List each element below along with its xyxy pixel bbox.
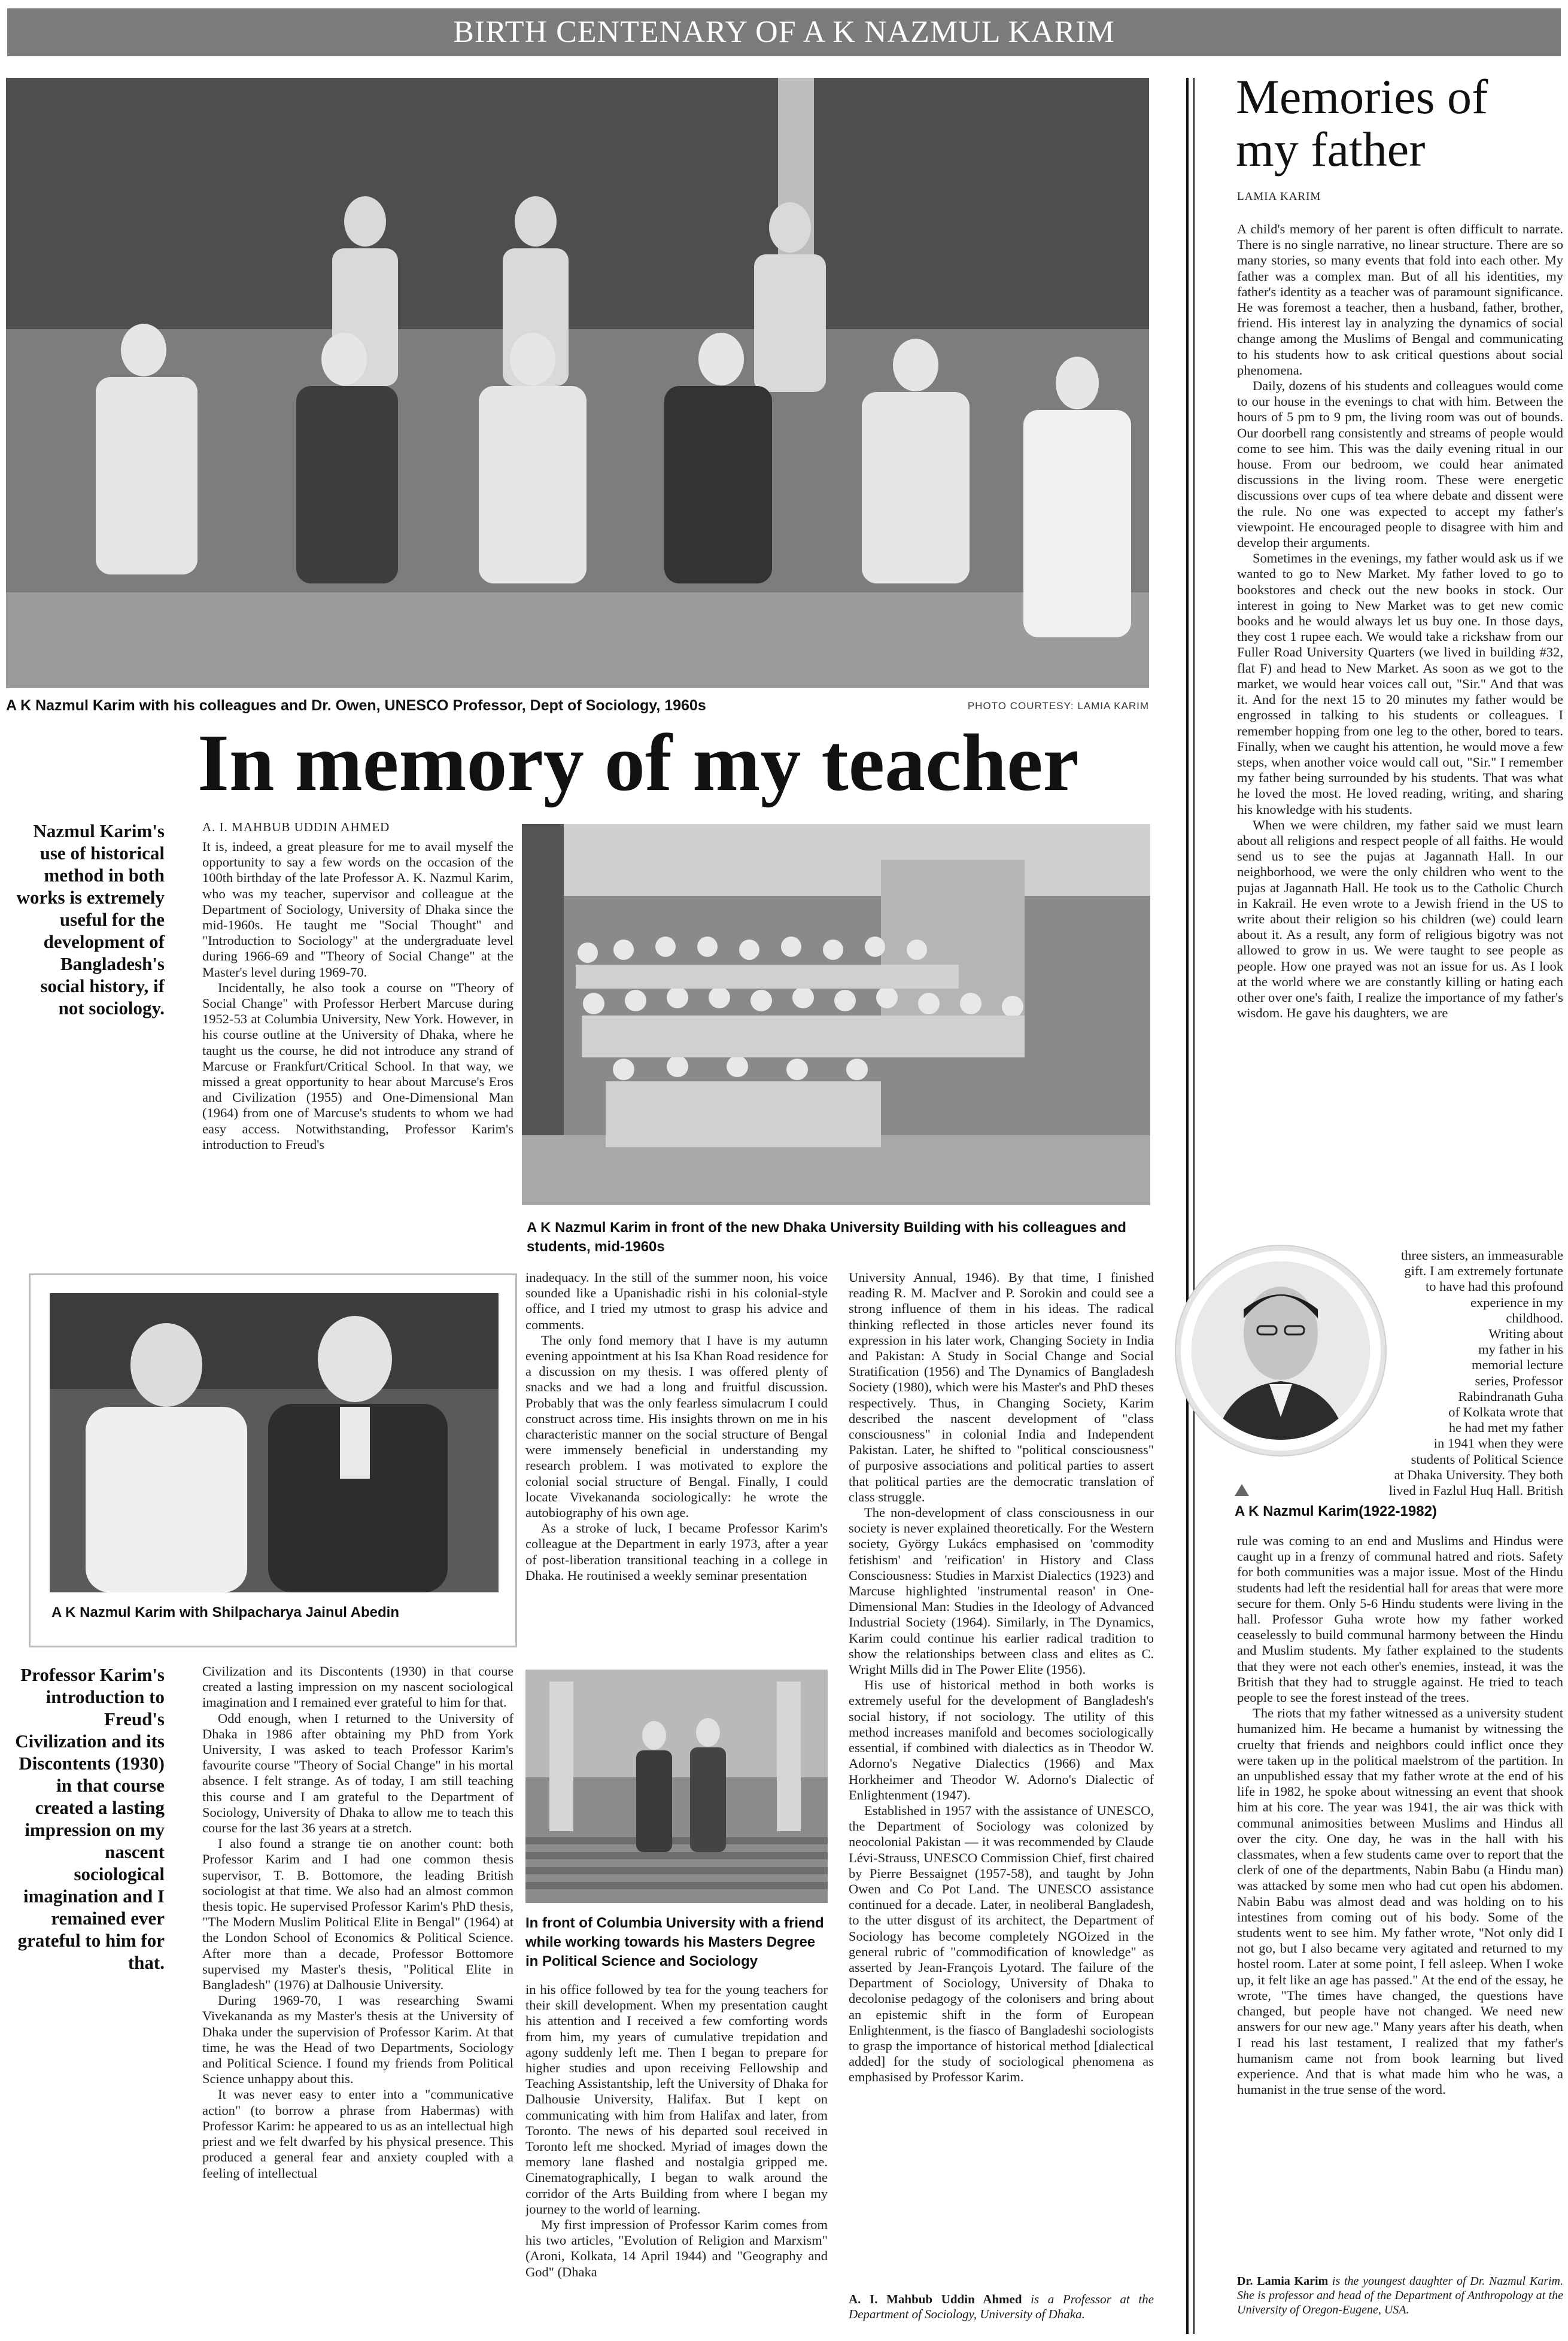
article1-col2b-para-2: My first impression of Professor Karim comes from his two articles, "Evolution of Religion and Marxism" (Aroni, Kolkata, 14 April 1944) and "Geography and God" (Dhaka	[525, 2217, 828, 2279]
article2-col-bottom	[1237, 1533, 1563, 2269]
wrap-line-1: three sisters, an immeasurable	[1400, 1248, 1563, 1263]
article2-signoff-desc: is the youngest daughter of Dr. Nazmul Karim. She is professor and head of the Department of Anthropology at the University of Oregon-Eugene, USA.	[1237, 2275, 1563, 2316]
article1-col1-para-2: Incidentally, he also took a course on "Theory of Social Change" with Professor Herbert Marcuse during 1952-53 at Columbia University, New York. However, in his course outline at the University of Dhaka, where he taught us the course, he did not introduce any strand of Marcuse or Frankfurt/Critical School. In that way, we missed a great opportunity to hear about Marcuse's Eros and Civilization (1955) and One-Dimensional Man (1964) from one of Marcuse's students to whom we had easy access. Notwithstanding, Professor Karim's introduction to Freud's	[202, 980, 513, 1152]
dhaka-building-photo-art	[522, 824, 1150, 1205]
article1-col2-bottom	[525, 1982, 828, 2329]
article1-signoff	[849, 2292, 1154, 2322]
section-banner: BIRTH CENTENARY OF A K NAZMUL KARIM	[7, 8, 1561, 56]
wrap-line-11: of Kolkata wrote that	[1448, 1404, 1563, 1420]
article1-col2-para-3: As a stroke of luck, I became Professor Karim's colleague at the Department in early 1973, after a year of post-liberation transitional teaching in a college in Dhaka. He routinised a weekly seminar presentation	[525, 1521, 828, 1583]
columbia-caption: In front of Columbia University with a friend while working towards his Masters Degree in Political Science and Sociology	[525, 1915, 824, 1969]
article1-col3-para-3: His use of historical method in both works is extremely useful for the development of Bangladesh's social history, if not sociology. The utility of this method increases manifold and becomes sociologically essential, if combined with dialectics as in Theodor W. Adorno's Negative Dialectics (1966) and Max Horkheimer and Theodor W. Adorno's Dialectic of Enlightenment (1947).	[849, 1677, 1154, 1802]
article1-signoff-desc: is a Professor at the Department of Sociology, University of Dhaka.	[849, 2292, 1154, 2321]
abedin-photo-art	[50, 1293, 499, 1592]
article2-headline	[1236, 71, 1559, 176]
wrap-line-14: students of Political Science	[1411, 1451, 1563, 1467]
article1-col2-top	[525, 1270, 828, 1659]
article1-col1b-para-2: Odd enough, when I returned to the University of Dhaka in 1986 after obtaining my PhD from York University, I was asked to teach Professor Karim's favourite course "Theory of Social Change" in his mortal absence. I felt strange. As of today, I am still teaching this course and I am grateful to the Department of Sociology, University of Dhaka to allow me to teach this course for the last 36 years at a stretch.	[202, 1710, 513, 1836]
article1-col1b-para-4: During 1969-70, I was researching Swami Vivekananda as my Master's thesis at the University of Dhaka under the supervision of Professor Karim. At that time, he was the Head of two Departments, Sociology and Political Science. I found my friends from Political Science unhappy about this.	[202, 1993, 513, 2087]
wrap-line-12: he had met my father	[1448, 1420, 1563, 1436]
abedin-caption: A K Nazmul Karim with Shilpacharya Jainul Abedin	[51, 1604, 400, 1621]
columbia-photo-art	[525, 1670, 828, 1903]
portrait-caption: A K Nazmul Karim(1922-1982)	[1235, 1503, 1437, 1519]
article1-col3-para-1: University Annual, 1946). By that time, I finished reading R. M. MacIver and P. Sorokin and could see a strong influence of them in his ideas. The radical thinking reflected in those articles never found its expression in his later work, Changing Society in India and Pakistan: A Study in Social Change and Social Stratification (1956) and The Dynamics of Bangladesh Society (1980), which were his Master's and PhD theses respectively. Thus, in Changing Society, Karim described the nascent development of "class consciousness" in colonial India and Independent Pakistan. Later, he shifted to "political consciousness" of purposive associations and political parties to assert that political parties are the democratic translation of class struggle.	[849, 1270, 1154, 1504]
pull-quote-1: Nazmul Karim's use of historical method in both works is extremely useful for the development of Bangladesh's social history, if not sociology.	[16, 820, 165, 1019]
column-divider-right	[1193, 78, 1195, 2334]
wrap-line-16: lived in Fazlul Huq Hall. British	[1388, 1483, 1563, 1498]
article2-para-2: Daily, dozens of his students and colleagues would come to our house in the evenings to chat with him. Between the hours of 5 pm to 9 pm, the living room was out of bounds. Our doorbell rang consistently and streams of people would come to see him. This was the daily evening ritual in our house. From our bedroom, we could hear animated discussions in the living room. These were energetic discussions over cups of tea where debate and dissent were the rule. No one was expected to accept my father's viewpoint. He encouraged people to disagree with him and develop their arguments.	[1237, 378, 1563, 551]
pull-quote-2-text: Professor Karim's introduction to Freud's Civilization and its Discontents (1930) in that course created a lasting impression on my nascent sociological imagination and I remained ever grateful to him for that.	[15, 1664, 165, 1973]
caption-triangle-icon	[1235, 1484, 1249, 1496]
wrap-line-8: memorial lecture	[1471, 1357, 1563, 1373]
article1-col1-para-1: It is, indeed, a great pleasure for me to avail myself the opportunity to say a few words on the occasion of the 100th birthday of the late Professor A. K. Nazmul Karim, who was my teacher, supervisor and colleague at the Department of Sociology, University of Dhaka since the mid-1960s. He taught me "Social Thought" and "Introduction to Sociology" at the undergraduate level during 1966-69 and "Theory of Social Change" at the Master's level during 1969-70.	[202, 839, 513, 980]
abedin-photo-box	[29, 1273, 517, 1647]
article1-col1-top	[202, 839, 513, 1267]
article1-col2-para-1: inadequacy. In the still of the summer noon, his voice sounded like a Upanishadic rishi in his colonial-style office, and I tried my utmost to grasp his advice and comments.	[525, 1270, 828, 1332]
article2-headline-line2: my father	[1236, 122, 1426, 177]
article2-para-6: The riots that my father witnessed as a university student humanized him. He became a humanist by witnessing the cruelty that friends and neighbors could inflict once they were taken up in the political maelstrom of the partition. In an unpublished essay that my father wrote at the end of his life in 1982, he spoke about witnessing an event that shook him at his core. The year was 1941, the air was thick with communal animosities between Muslims and Hindus all over the city. One day, he was in the hall with his classmates, when a few students came over to report that the clerk of one of the departments, Nabin Babu (a Hindu man) was attacked by some men who had cut open his abdomen. Nabin Babu was almost dead and was holding on to his intestines from coming out of his body. Some of the students went to see him. My father wrote, "Not only did I not go, but I also became very agitated and returned to my hostel room. Later at some point, I fell asleep. When I woke up, it felt like an age has passed." At the end of the essay, he wrote, "The times have changed, the questions have changed, but people have not changed. We need new answers for our new age." Many years after his death, when I read his last testament, I realized that my father's humanism came not from book learning but lived experience. And that is what made him who he was, a humanist in the true sense of the word.	[1237, 1705, 1563, 2097]
karim-portrait	[1192, 1261, 1370, 1440]
top-photo-caption: A K Nazmul Karim with his colleagues and Dr. Owen, UNESCO Professor, Dept of Sociology, 1960s	[6, 697, 706, 714]
article1-byline: A. I. MAHBUB UDDIN AHMED	[202, 820, 390, 834]
column-divider-left	[1186, 78, 1189, 2334]
article1-col1b-para-3: I also found a strange tie on another count: both Professor Karim and I had one common thesis supervisor, T. B. Bottomore, the leading British sociologist at that time. We also had an almost common thesis topic. He supervised Professor Karim's PhD thesis, "The Modern Muslim Political Elite in Bengal" (1964) at the London School of Economics & Political Science. After more than a decade, Professor Bottomore supervised my Master's thesis, "Political Elite in Bangladesh" (1976) at Dalhousie University.	[202, 1836, 513, 1993]
article2-byline: LAMIA KARIM	[1237, 190, 1321, 203]
article2-signoff-name: Dr. Lamia Karim	[1237, 2275, 1329, 2288]
top-group-photo	[6, 78, 1149, 688]
article2-para-4: When we were children, my father said we must learn about all religions and respect people of all faiths. He would send us to see the pujas at Jagannath Hall. In our neighborhood, we were the only children who went to the pujas at Jagannath Hall. He took us to the Catholic Church in Kakrail. He even wrote to a Jewish friend in the US to write about their religion so his children (we) could learn about it. As a result, any form of religious bigotry was not allowed to grow in us. We were taught to see people as people. How one prayed was not an issue for us. As I look at the world where we are constantly killing or hating each other over one's faith, I realize the importance of my father's wisdom. He gave his daughters, we are	[1237, 817, 1563, 1021]
article1-col3	[849, 1270, 1154, 2287]
article1-col2b-para-1: in his office followed by tea for the young teachers for their skill development. When my presentation caught his attention and I received a few comforting words from him, my years of cumulative trepidation and agony suddenly left me. Then I began to prepare for higher studies and upon receiving Fellowship and Teaching Assistantship, left the University of Dhaka for Dalhousie University, Halifax. But I kept on communicating with him from Halifax and later, from Toronto. The news of his departed soul received in Toronto left me shocked. Myriad of images down the memory lane flashed and nostalgia gripped me. Cinematographically, I began to walk around the corridor of the Arts Building from where I began my journey to the world of learning.	[525, 1982, 828, 2217]
article1-col1b-para-1: Civilization and its Discontents (1930) in that course created a lasting impression on my nascent sociological imagination and I remained ever grateful to him for that.	[202, 1664, 513, 1710]
article2-headline-line1: Memories of	[1236, 69, 1488, 124]
article1-col2-para-2: The only fond memory that I have is my autumn evening appointment at his Isa Khan Road residence for a discussion on my thesis. I was offered plenty of snacks and we had a long and fruitful discussion. Probably that was the only fearless simulacrum I could construct across time. His insights thrown on me in his characteristic manner on the social structure of Bengal were immensely beneficial in understanding my research problem. I was motivated to explore the colonial social structure of Bengal. Finally, I could locate Vivekananda sociologically: he wrote the autobiography of his own age.	[525, 1332, 828, 1521]
article1-col3-para-4: Established in 1957 with the assistance of UNESCO, the Department of Sociology was colonized by neocolonial Pakistan — it was recommended by Claude Lévi-Strauss, UNESCO Commission Chief, first chaired by Pierre Bessaignet (1957-58), and taught by John Owen and Co Pot Land. The UNESCO assistance continued for a decade. Later, in neoliberal Bangladesh, to the utter disgust of its architect, the Department of Sociology has become completely NGOized in the general rubric of "commodification of knowledge" as asserted by Jean-François Lyotard. The failure of the Department of Sociology, University of Dhaka to decolonise pedagogy of the colonisers and bring about an epistemic shift in the form of European Enlightenment, is the fiasco of Bangladeshi sociologists to grasp the importance of historical method [dialectical added] for the study of sociological phenomena as emphasised by Professor Karim.	[849, 1802, 1154, 2085]
wrap-line-15: at Dhaka University. They both	[1394, 1467, 1563, 1482]
karim-portrait-art	[1192, 1261, 1370, 1440]
article2-signoff	[1237, 2274, 1563, 2317]
wrap-line-4: experience in my	[1470, 1294, 1563, 1310]
wrap-line-7: my father in his	[1478, 1342, 1563, 1357]
article2-para-3: Sometimes in the evenings, my father would ask us if we wanted to go to New Market. My father loved to go to bookstores and check out the new books in stock. Our interest in going to New Market was to get new comic books and he would always let us buy one. In those days, they cost 1 rupee each. We would take a rickshaw from our Fuller Road University Quarters (we lived in building #32, flat F) and head to New Market. As soon as we got to the market, we would hear voices call out, "Sir." And that was it. And for the next 15 to 20 minutes my father would be engrossed in talking to his students or colleagues. I remember hopping from one leg to the other, bored to tears. Finally, when we caught his attention, he would move a few steps, when another voice would call out, "Sir." I remember my father being surrounded by his students. That was what he loved the most. He loved reading, writing, and sharing his knowledge with his students.	[1237, 551, 1563, 817]
article1-headline: In memory of my teacher	[197, 718, 1079, 808]
wrap-line-5: childhood.	[1506, 1310, 1563, 1325]
article1-col3-para-2: The non-development of class consciousness in our society is never explained theoretically. For the Western society, György Lukács emphasised on 'commodity fetishism' and 'reification' in History and Class Consciousness: Studies in Marxist Dialectics (1923) and Marcuse highlighted 'instrumental reason' in One-Dimensional Man: Studies in the Ideology of Advanced Industrial Society (1964). Similarly, in The Dynamics, Karim could continue his earlier radical tradition to show the relationships between class and elites as C. Wright Mills did in The Power Elite (1956).	[849, 1505, 1154, 1677]
article2-col-top	[1237, 221, 1563, 1248]
columbia-photo	[525, 1670, 828, 1903]
wrap-line-2: gift. I am extremely fortunate	[1404, 1263, 1563, 1279]
article1-signoff-name: A. I. Mahbub Uddin Ahmed	[849, 2292, 1022, 2306]
wrap-line-9: series, Professor	[1475, 1373, 1563, 1388]
dhaka-building-group-photo	[522, 824, 1150, 1205]
top-group-photo-art	[6, 78, 1149, 688]
wrap-line-10: Rabindranath Guha	[1458, 1388, 1563, 1404]
dhaka-building-caption: A K Nazmul Karim in front of the new Dhaka University Building with his colleagues and students, mid-1960s	[527, 1220, 1126, 1255]
article1-col1-bottom	[202, 1664, 513, 2328]
karim-portrait-ring	[1176, 1246, 1385, 1455]
article1-col1b-para-5: It was never easy to enter into a "communicative action" (to borrow a phrase from Habermas) with Professor Karim: he appeared to us as an intellectual high priest and we felt dwarfed by his physical presence. This produced a general fear and anxiety coupled with a feeling of intellectual	[202, 2087, 513, 2181]
wrap-line-3: to have had this profound	[1426, 1279, 1563, 1294]
abedin-photo	[50, 1293, 499, 1592]
article2-para-1: A child's memory of her parent is often difficult to narrate. There is no single narrative, no linear structure. There are so many stories, so many events that fold into each other. My father was a complex man. But of all his identities, my father's identity as a teacher was of paramount significance. He was foremost a teacher, then a husband, father, brother, friend. His interest lay in analyzing the dynamics of social change among the Muslims of Bengal and communicating to his students how to ask critical questions about social phenomena.	[1237, 221, 1563, 378]
article2-para-5: rule was coming to an end and Muslims and Hindus were caught up in a frenzy of communal hatred and riots. Safety for both communities was a major issue. Most of the Hindu students had left the residential hall for areas that were more secure for them. Only 5-6 Hindu students were living in the hall. Professor Guha wrote how my father worked ceaselessly to build communal harmony between the Hindu and Muslim students. My father explained to the students that they were not each other's enemies, instead, it was the British that they had to struggle against. He tried to teach people to see the forest instead of the trees.	[1237, 1533, 1563, 1705]
photo-credit: PHOTO COURTESY: LAMIA KARIM	[967, 700, 1149, 712]
pull-quote-2	[12, 1664, 165, 1974]
wrap-line-6: Writing about	[1488, 1326, 1563, 1342]
wrap-line-13: in 1941 when they were	[1433, 1436, 1563, 1451]
